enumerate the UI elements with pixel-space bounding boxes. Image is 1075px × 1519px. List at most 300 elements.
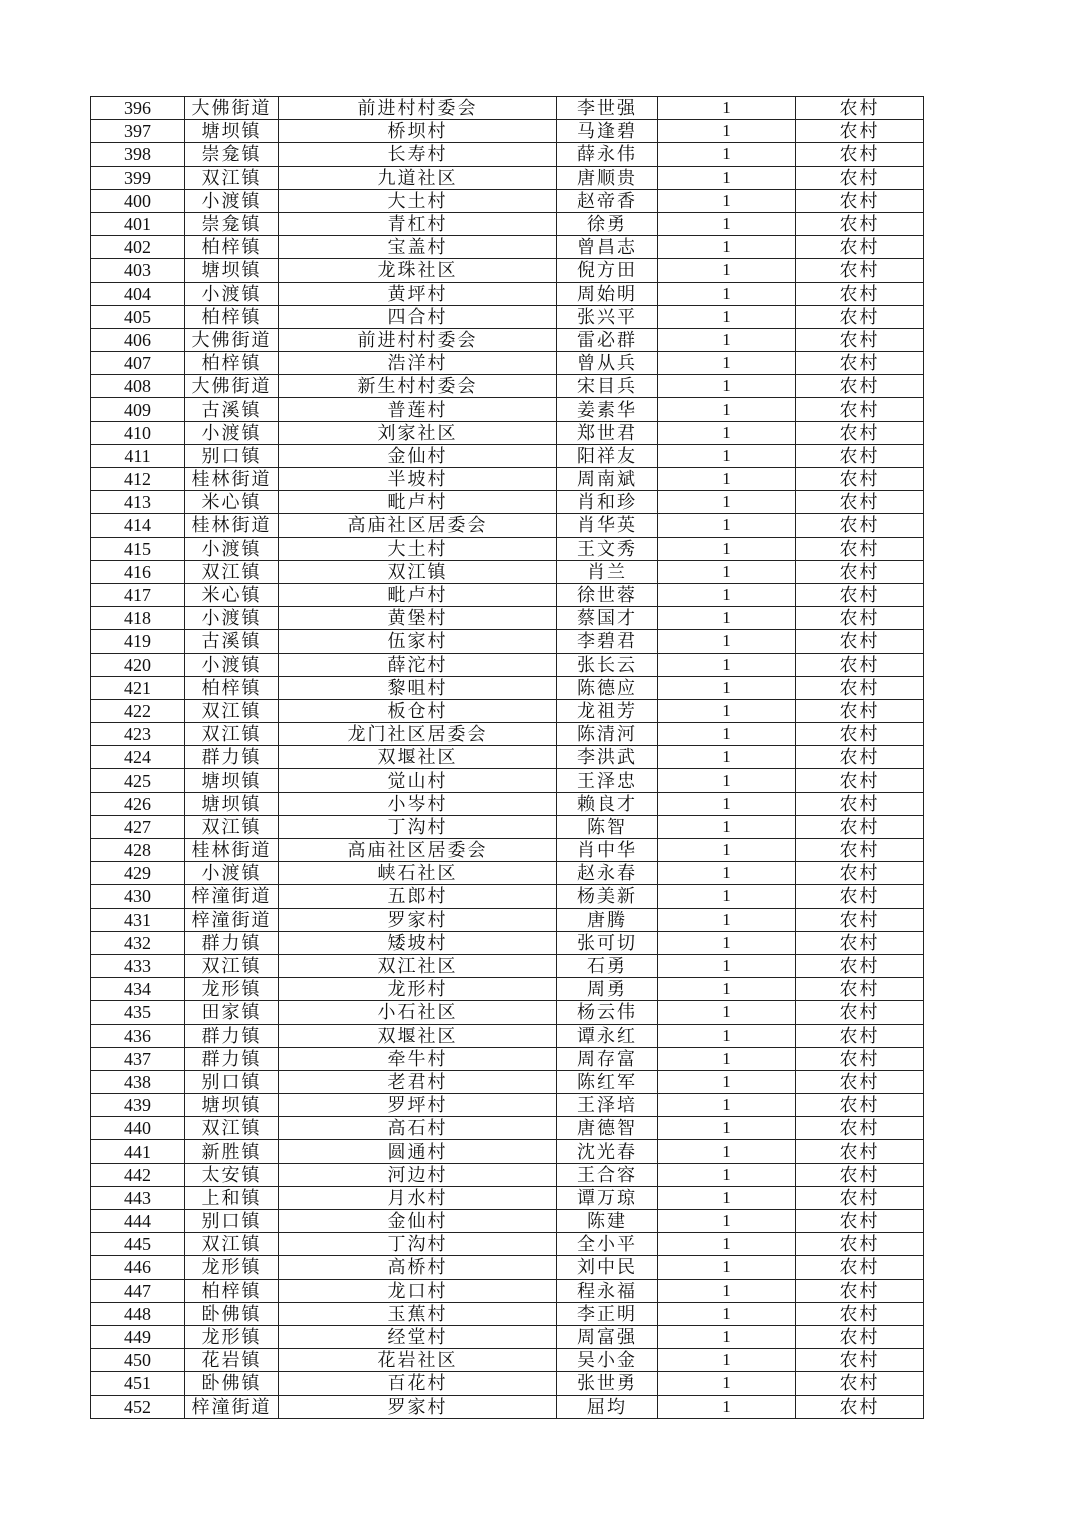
village-cell: 宝盖村 [279, 236, 557, 259]
quantity-cell: 1 [658, 583, 796, 606]
person-name-cell: 唐腾 [557, 908, 658, 931]
records-table-body [91, 97, 924, 1419]
row-number-cell: 428 [91, 839, 185, 862]
township-cell: 群力镇 [185, 931, 279, 954]
village-cell: 河边村 [279, 1163, 557, 1186]
row-number-cell: 433 [91, 954, 185, 977]
quantity-cell: 1 [658, 97, 796, 120]
quantity-cell: 1 [658, 931, 796, 954]
category-cell: 农村 [796, 398, 924, 421]
category-cell: 农村 [796, 583, 924, 606]
table-row [91, 259, 924, 282]
table-row [91, 352, 924, 375]
person-name-cell: 姜素华 [557, 398, 658, 421]
township-cell: 大佛街道 [185, 328, 279, 351]
village-cell: 百花村 [279, 1372, 557, 1395]
person-name-cell: 周勇 [557, 978, 658, 1001]
village-cell: 青杠村 [279, 212, 557, 235]
table-row [91, 421, 924, 444]
person-name-cell: 张世勇 [557, 1372, 658, 1395]
person-name-cell: 曾从兵 [557, 352, 658, 375]
village-cell: 半坡村 [279, 468, 557, 491]
quantity-cell: 1 [658, 560, 796, 583]
table-row [91, 746, 924, 769]
township-cell: 崇龛镇 [185, 212, 279, 235]
category-cell: 农村 [796, 1163, 924, 1186]
township-cell: 柏梓镇 [185, 305, 279, 328]
village-cell: 黄堡村 [279, 607, 557, 630]
table-row [91, 792, 924, 815]
category-cell: 农村 [796, 1070, 924, 1093]
village-cell: 前进村村委会 [279, 328, 557, 351]
village-cell: 高庙社区居委会 [279, 839, 557, 862]
row-number-cell: 427 [91, 815, 185, 838]
table-row [91, 1256, 924, 1279]
table-row [91, 166, 924, 189]
township-cell: 卧佛镇 [185, 1302, 279, 1325]
person-name-cell: 龙祖芳 [557, 699, 658, 722]
quantity-cell: 1 [658, 468, 796, 491]
village-cell: 黄坪村 [279, 282, 557, 305]
person-name-cell: 李洪武 [557, 746, 658, 769]
row-number-cell: 405 [91, 305, 185, 328]
quantity-cell: 1 [658, 1094, 796, 1117]
table-row [91, 1186, 924, 1209]
row-number-cell: 422 [91, 699, 185, 722]
row-number-cell: 419 [91, 630, 185, 653]
township-cell: 古溪镇 [185, 630, 279, 653]
village-cell: 小岑村 [279, 792, 557, 815]
township-cell: 新胜镇 [185, 1140, 279, 1163]
person-name-cell: 肖兰 [557, 560, 658, 583]
quantity-cell: 1 [658, 607, 796, 630]
village-cell: 浩洋村 [279, 352, 557, 375]
person-name-cell: 全小平 [557, 1233, 658, 1256]
category-cell: 农村 [796, 189, 924, 212]
township-cell: 小渡镇 [185, 607, 279, 630]
table-row [91, 839, 924, 862]
row-number-cell: 432 [91, 931, 185, 954]
township-cell: 别口镇 [185, 1210, 279, 1233]
row-number-cell: 398 [91, 143, 185, 166]
township-cell: 塘坝镇 [185, 259, 279, 282]
table-row [91, 978, 924, 1001]
village-cell: 龙形村 [279, 978, 557, 1001]
township-cell: 双江镇 [185, 954, 279, 977]
category-cell: 农村 [796, 212, 924, 235]
category-cell: 农村 [796, 1256, 924, 1279]
village-cell: 龙口村 [279, 1279, 557, 1302]
village-cell: 新生村村委会 [279, 375, 557, 398]
category-cell: 农村 [796, 1117, 924, 1140]
village-cell: 小石社区 [279, 1001, 557, 1024]
village-cell: 板仓村 [279, 699, 557, 722]
table-row [91, 491, 924, 514]
township-cell: 双江镇 [185, 166, 279, 189]
township-cell: 小渡镇 [185, 282, 279, 305]
person-name-cell: 徐世蓉 [557, 583, 658, 606]
township-cell: 小渡镇 [185, 862, 279, 885]
category-cell: 农村 [796, 676, 924, 699]
quantity-cell: 1 [658, 212, 796, 235]
quantity-cell: 1 [658, 1163, 796, 1186]
category-cell: 农村 [796, 421, 924, 444]
person-name-cell: 王合容 [557, 1163, 658, 1186]
township-cell: 崇龛镇 [185, 143, 279, 166]
table-row [91, 398, 924, 421]
village-cell: 薛沱村 [279, 653, 557, 676]
village-cell: 牵牛村 [279, 1047, 557, 1070]
table-row [91, 1140, 924, 1163]
table-row [91, 723, 924, 746]
quantity-cell: 1 [658, 746, 796, 769]
village-cell: 毗卢村 [279, 491, 557, 514]
quantity-cell: 1 [658, 885, 796, 908]
table-row [91, 1210, 924, 1233]
township-cell: 桂林街道 [185, 468, 279, 491]
category-cell: 农村 [796, 143, 924, 166]
village-cell: 罗坪村 [279, 1094, 557, 1117]
table-row [91, 1094, 924, 1117]
row-number-cell: 421 [91, 676, 185, 699]
village-cell: 双堰社区 [279, 746, 557, 769]
table-row [91, 514, 924, 537]
person-name-cell: 王泽忠 [557, 769, 658, 792]
village-cell: 罗家村 [279, 908, 557, 931]
category-cell: 农村 [796, 97, 924, 120]
table-row [91, 1047, 924, 1070]
row-number-cell: 403 [91, 259, 185, 282]
township-cell: 龙形镇 [185, 978, 279, 1001]
category-cell: 农村 [796, 746, 924, 769]
row-number-cell: 449 [91, 1325, 185, 1348]
township-cell: 柏梓镇 [185, 352, 279, 375]
table-row [91, 1117, 924, 1140]
village-cell: 丁沟村 [279, 815, 557, 838]
row-number-cell: 439 [91, 1094, 185, 1117]
township-cell: 米心镇 [185, 583, 279, 606]
table-row [91, 328, 924, 351]
village-cell: 前进村村委会 [279, 97, 557, 120]
quantity-cell: 1 [658, 815, 796, 838]
row-number-cell: 423 [91, 723, 185, 746]
category-cell: 农村 [796, 282, 924, 305]
township-cell: 双江镇 [185, 1117, 279, 1140]
township-cell: 大佛街道 [185, 375, 279, 398]
category-cell: 农村 [796, 607, 924, 630]
row-number-cell: 425 [91, 769, 185, 792]
table-row [91, 1395, 924, 1418]
quantity-cell: 1 [658, 653, 796, 676]
row-number-cell: 434 [91, 978, 185, 1001]
row-number-cell: 412 [91, 468, 185, 491]
row-number-cell: 407 [91, 352, 185, 375]
person-name-cell: 肖华英 [557, 514, 658, 537]
category-cell: 农村 [796, 954, 924, 977]
village-cell: 金仙村 [279, 444, 557, 467]
category-cell: 农村 [796, 815, 924, 838]
village-cell: 长寿村 [279, 143, 557, 166]
row-number-cell: 413 [91, 491, 185, 514]
row-number-cell: 441 [91, 1140, 185, 1163]
row-number-cell: 418 [91, 607, 185, 630]
person-name-cell: 宋目兵 [557, 375, 658, 398]
row-number-cell: 452 [91, 1395, 185, 1418]
township-cell: 双江镇 [185, 699, 279, 722]
category-cell: 农村 [796, 468, 924, 491]
row-number-cell: 442 [91, 1163, 185, 1186]
row-number-cell: 443 [91, 1186, 185, 1209]
category-cell: 农村 [796, 352, 924, 375]
quantity-cell: 1 [658, 1186, 796, 1209]
person-name-cell: 陈清河 [557, 723, 658, 746]
table-row [91, 1372, 924, 1395]
table-row [91, 1001, 924, 1024]
village-cell: 四合村 [279, 305, 557, 328]
village-cell: 普莲村 [279, 398, 557, 421]
category-cell: 农村 [796, 723, 924, 746]
row-number-cell: 420 [91, 653, 185, 676]
table-row [91, 954, 924, 977]
person-name-cell: 李碧君 [557, 630, 658, 653]
row-number-cell: 437 [91, 1047, 185, 1070]
person-name-cell: 程永福 [557, 1279, 658, 1302]
category-cell: 农村 [796, 931, 924, 954]
village-cell: 高庙社区居委会 [279, 514, 557, 537]
quantity-cell: 1 [658, 1047, 796, 1070]
person-name-cell: 陈红军 [557, 1070, 658, 1093]
category-cell: 农村 [796, 375, 924, 398]
row-number-cell: 415 [91, 537, 185, 560]
person-name-cell: 唐顺贵 [557, 166, 658, 189]
person-name-cell: 赵帝香 [557, 189, 658, 212]
township-cell: 梓潼街道 [185, 908, 279, 931]
category-cell: 农村 [796, 491, 924, 514]
row-number-cell: 414 [91, 514, 185, 537]
category-cell: 农村 [796, 514, 924, 537]
row-number-cell: 406 [91, 328, 185, 351]
person-name-cell: 周南斌 [557, 468, 658, 491]
table-row [91, 1325, 924, 1348]
table-row [91, 862, 924, 885]
quantity-cell: 1 [658, 1140, 796, 1163]
row-number-cell: 430 [91, 885, 185, 908]
person-name-cell: 肖中华 [557, 839, 658, 862]
category-cell: 农村 [796, 560, 924, 583]
quantity-cell: 1 [658, 375, 796, 398]
quantity-cell: 1 [658, 1372, 796, 1395]
village-cell: 丁沟村 [279, 1233, 557, 1256]
village-cell: 玉蕉村 [279, 1302, 557, 1325]
person-name-cell: 张长云 [557, 653, 658, 676]
category-cell: 农村 [796, 1302, 924, 1325]
category-cell: 农村 [796, 862, 924, 885]
quantity-cell: 1 [658, 792, 796, 815]
row-number-cell: 400 [91, 189, 185, 212]
township-cell: 别口镇 [185, 444, 279, 467]
table-row [91, 607, 924, 630]
category-cell: 农村 [796, 1395, 924, 1418]
village-cell: 五郎村 [279, 885, 557, 908]
quantity-cell: 1 [658, 1210, 796, 1233]
quantity-cell: 1 [658, 1325, 796, 1348]
township-cell: 龙形镇 [185, 1256, 279, 1279]
quantity-cell: 1 [658, 1349, 796, 1372]
table-row [91, 560, 924, 583]
table-row [91, 699, 924, 722]
category-cell: 农村 [796, 1210, 924, 1233]
township-cell: 塘坝镇 [185, 120, 279, 143]
township-cell: 双江镇 [185, 815, 279, 838]
category-cell: 农村 [796, 699, 924, 722]
row-number-cell: 446 [91, 1256, 185, 1279]
person-name-cell: 吴小金 [557, 1349, 658, 1372]
township-cell: 上和镇 [185, 1186, 279, 1209]
village-cell: 双堰社区 [279, 1024, 557, 1047]
person-name-cell: 马逢碧 [557, 120, 658, 143]
township-cell: 塘坝镇 [185, 769, 279, 792]
village-cell: 大土村 [279, 537, 557, 560]
person-name-cell: 周始明 [557, 282, 658, 305]
person-name-cell: 王文秀 [557, 537, 658, 560]
category-cell: 农村 [796, 653, 924, 676]
person-name-cell: 薛永伟 [557, 143, 658, 166]
village-cell: 双江社区 [279, 954, 557, 977]
village-cell: 龙门社区居委会 [279, 723, 557, 746]
township-cell: 小渡镇 [185, 189, 279, 212]
row-number-cell: 438 [91, 1070, 185, 1093]
category-cell: 农村 [796, 444, 924, 467]
table-row [91, 931, 924, 954]
quantity-cell: 1 [658, 398, 796, 421]
quantity-cell: 1 [658, 305, 796, 328]
quantity-cell: 1 [658, 1117, 796, 1140]
person-name-cell: 谭永红 [557, 1024, 658, 1047]
person-name-cell: 周存富 [557, 1047, 658, 1070]
row-number-cell: 436 [91, 1024, 185, 1047]
township-cell: 龙形镇 [185, 1325, 279, 1348]
row-number-cell: 397 [91, 120, 185, 143]
table-row [91, 236, 924, 259]
person-name-cell: 屈均 [557, 1395, 658, 1418]
quantity-cell: 1 [658, 189, 796, 212]
table-row [91, 189, 924, 212]
village-cell: 金仙村 [279, 1210, 557, 1233]
township-cell: 塘坝镇 [185, 1094, 279, 1117]
quantity-cell: 1 [658, 120, 796, 143]
table-row [91, 444, 924, 467]
quantity-cell: 1 [658, 282, 796, 305]
quantity-cell: 1 [658, 862, 796, 885]
category-cell: 农村 [796, 1325, 924, 1348]
village-cell: 觉山村 [279, 769, 557, 792]
table-row [91, 375, 924, 398]
category-cell: 农村 [796, 537, 924, 560]
category-cell: 农村 [796, 839, 924, 862]
village-cell: 九道社区 [279, 166, 557, 189]
row-number-cell: 431 [91, 908, 185, 931]
village-cell: 圆通村 [279, 1140, 557, 1163]
quantity-cell: 1 [658, 676, 796, 699]
township-cell: 别口镇 [185, 1070, 279, 1093]
person-name-cell: 陈建 [557, 1210, 658, 1233]
table-row [91, 1349, 924, 1372]
township-cell: 群力镇 [185, 1024, 279, 1047]
quantity-cell: 1 [658, 1395, 796, 1418]
village-cell: 矮坡村 [279, 931, 557, 954]
quantity-cell: 1 [658, 1279, 796, 1302]
table-row [91, 468, 924, 491]
table-row [91, 583, 924, 606]
township-cell: 小渡镇 [185, 653, 279, 676]
category-cell: 农村 [796, 1001, 924, 1024]
table-row [91, 676, 924, 699]
person-name-cell: 郑世君 [557, 421, 658, 444]
row-number-cell: 435 [91, 1001, 185, 1024]
quantity-cell: 1 [658, 514, 796, 537]
quantity-cell: 1 [658, 537, 796, 560]
category-cell: 农村 [796, 166, 924, 189]
quantity-cell: 1 [658, 1070, 796, 1093]
table-row [91, 1279, 924, 1302]
row-number-cell: 401 [91, 212, 185, 235]
person-name-cell: 倪方田 [557, 259, 658, 282]
quantity-cell: 1 [658, 421, 796, 444]
category-cell: 农村 [796, 1094, 924, 1117]
row-number-cell: 447 [91, 1279, 185, 1302]
village-cell: 老君村 [279, 1070, 557, 1093]
person-name-cell: 蔡国才 [557, 607, 658, 630]
table-row [91, 815, 924, 838]
person-name-cell: 张可切 [557, 931, 658, 954]
township-cell: 梓潼街道 [185, 885, 279, 908]
person-name-cell: 李正明 [557, 1302, 658, 1325]
person-name-cell: 张兴平 [557, 305, 658, 328]
person-name-cell: 沈光春 [557, 1140, 658, 1163]
category-cell: 农村 [796, 120, 924, 143]
township-cell: 双江镇 [185, 560, 279, 583]
township-cell: 田家镇 [185, 1001, 279, 1024]
row-number-cell: 417 [91, 583, 185, 606]
category-cell: 农村 [796, 1372, 924, 1395]
quantity-cell: 1 [658, 328, 796, 351]
person-name-cell: 王泽培 [557, 1094, 658, 1117]
quantity-cell: 1 [658, 908, 796, 931]
township-cell: 群力镇 [185, 1047, 279, 1070]
person-name-cell: 李世强 [557, 97, 658, 120]
township-cell: 群力镇 [185, 746, 279, 769]
quantity-cell: 1 [658, 352, 796, 375]
records-table [90, 96, 924, 1419]
quantity-cell: 1 [658, 1233, 796, 1256]
village-cell: 花岩社区 [279, 1349, 557, 1372]
row-number-cell: 445 [91, 1233, 185, 1256]
category-cell: 农村 [796, 1024, 924, 1047]
person-name-cell: 陈智 [557, 815, 658, 838]
table-row [91, 630, 924, 653]
quantity-cell: 1 [658, 1256, 796, 1279]
person-name-cell: 杨美新 [557, 885, 658, 908]
township-cell: 桂林街道 [185, 839, 279, 862]
quantity-cell: 1 [658, 1001, 796, 1024]
category-cell: 农村 [796, 908, 924, 931]
township-cell: 太安镇 [185, 1163, 279, 1186]
township-cell: 桂林街道 [185, 514, 279, 537]
quantity-cell: 1 [658, 954, 796, 977]
category-cell: 农村 [796, 1186, 924, 1209]
table-row [91, 1024, 924, 1047]
category-cell: 农村 [796, 769, 924, 792]
